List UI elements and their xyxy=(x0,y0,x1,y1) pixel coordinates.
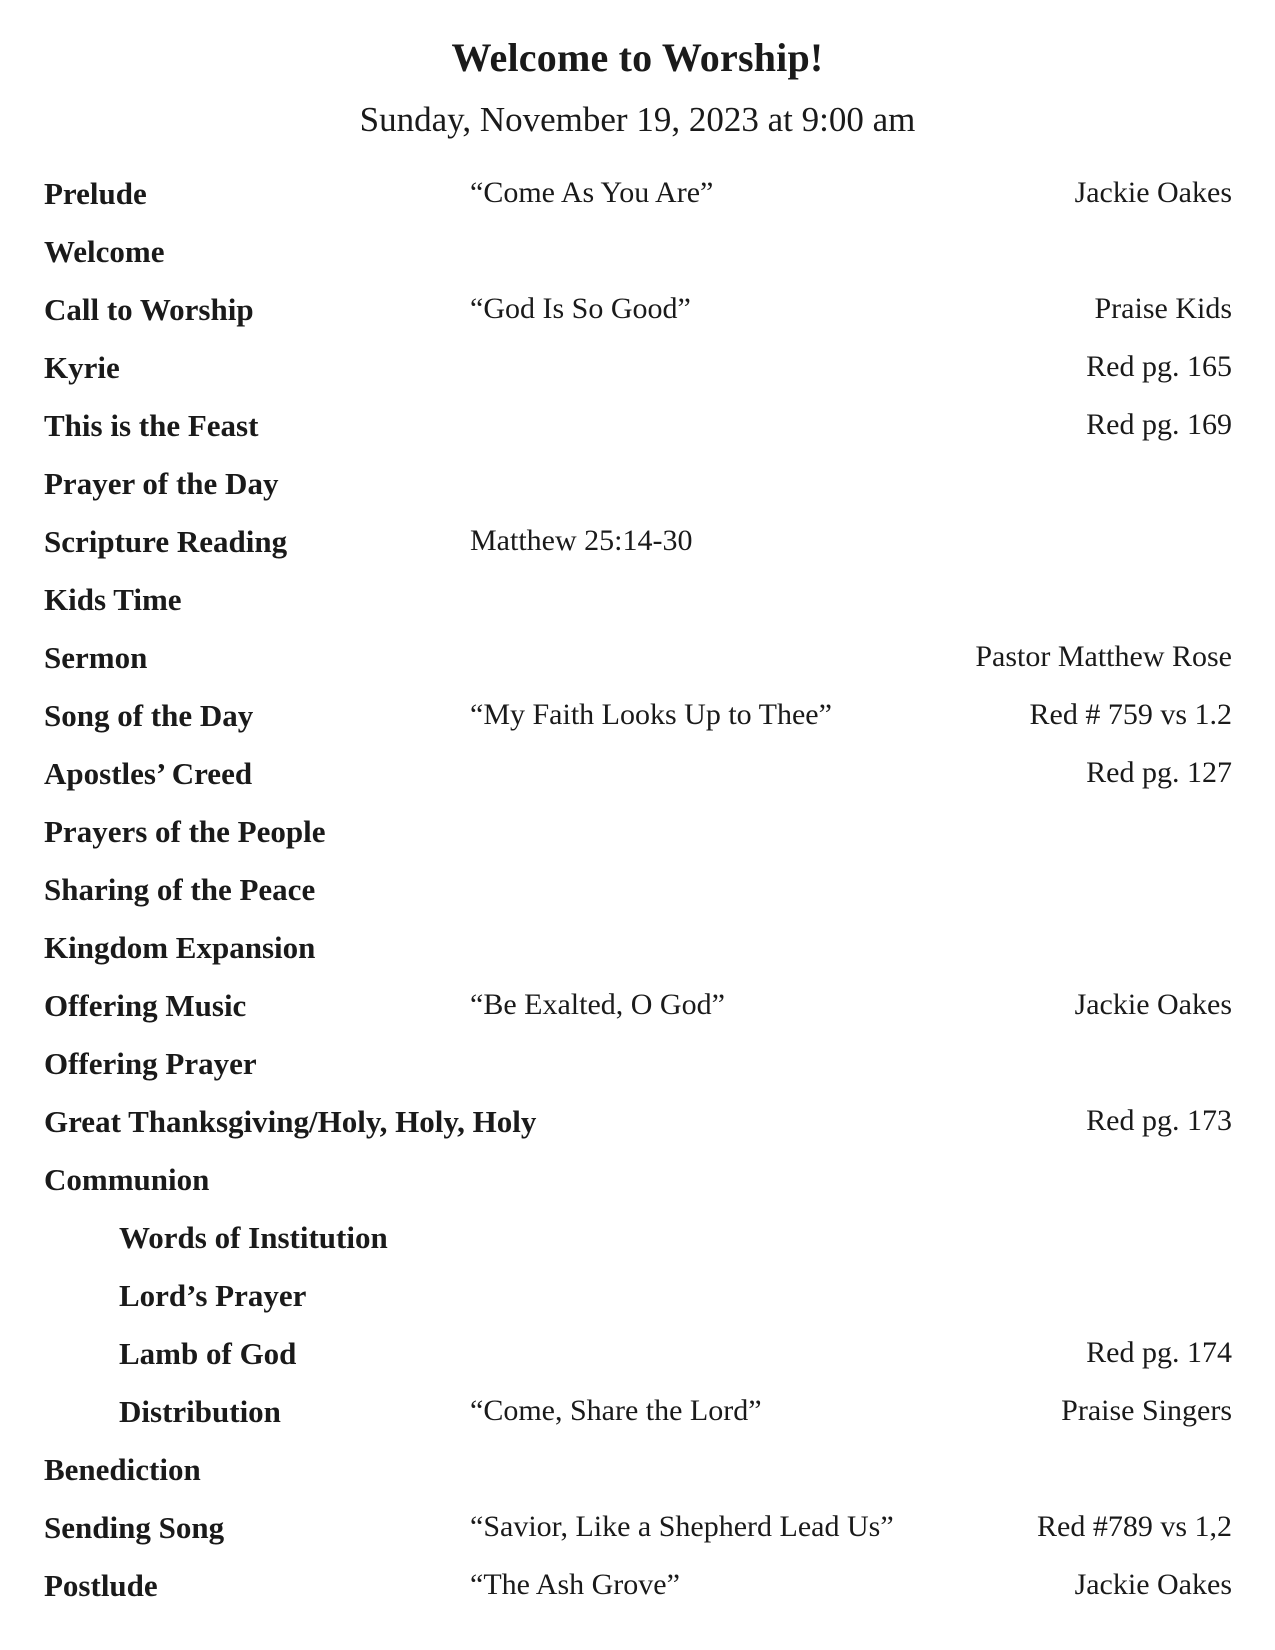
worship-item-title: Matthew 25:14-30 xyxy=(470,524,693,557)
worship-item xyxy=(0,1214,1275,1272)
worship-item-name: Benediction xyxy=(44,1452,201,1487)
worship-item xyxy=(0,576,1275,634)
worship-item-name: Call to Worship xyxy=(44,292,254,327)
worship-item-title: “Savior, Like a Shepherd Lead Us” xyxy=(470,1510,894,1543)
worship-item xyxy=(0,286,1275,344)
worship-item xyxy=(0,402,1275,460)
worship-item-name: Lord’s Prayer xyxy=(119,1278,307,1313)
worship-item-title: “Be Exalted, O God” xyxy=(470,988,725,1021)
worship-item-name: Welcome xyxy=(44,234,165,269)
worship-item xyxy=(0,692,1275,750)
worship-item-name: Sharing of the Peace xyxy=(44,872,316,907)
worship-item-name: Postlude xyxy=(44,1568,158,1603)
worship-item-title: “The Ash Grove” xyxy=(470,1568,680,1601)
worship-item-name: Distribution xyxy=(119,1394,281,1429)
worship-item-name: Kingdom Expansion xyxy=(44,930,316,965)
worship-item xyxy=(0,170,1275,228)
service-date: Sunday, November 19, 2023 at 9:00 am xyxy=(359,100,916,139)
worship-item-name: Sending Song xyxy=(44,1510,225,1545)
worship-item-reference: Jackie Oakes xyxy=(1074,1568,1232,1601)
worship-item-reference: Red pg. 174 xyxy=(1086,1336,1232,1369)
worship-item-reference: Red pg. 173 xyxy=(1086,1104,1232,1137)
worship-item-name: Communion xyxy=(44,1162,210,1197)
worship-item-reference: Jackie Oakes xyxy=(1074,988,1232,1021)
worship-item-reference: Pastor Matthew Rose xyxy=(975,640,1232,673)
worship-item-name: Scripture Reading xyxy=(44,524,288,559)
worship-item-name: Prayer of the Day xyxy=(44,466,279,501)
worship-item xyxy=(0,750,1275,808)
worship-item xyxy=(0,1562,1275,1620)
worship-item-reference: Red pg. 165 xyxy=(1086,350,1232,383)
worship-item-title: “My Faith Looks Up to Thee” xyxy=(470,698,832,731)
order-of-worship-list xyxy=(0,170,1275,1620)
worship-item xyxy=(0,982,1275,1040)
worship-item-name: Lamb of God xyxy=(119,1336,297,1371)
worship-item xyxy=(0,808,1275,866)
worship-item xyxy=(0,1272,1275,1330)
worship-item xyxy=(0,518,1275,576)
worship-item xyxy=(0,1446,1275,1504)
worship-item xyxy=(0,634,1275,692)
worship-item-name: This is the Feast xyxy=(44,408,259,443)
worship-item-reference: Praise Kids xyxy=(1094,292,1232,325)
worship-item-name: Sermon xyxy=(44,640,148,675)
worship-item-name: Offering Prayer xyxy=(44,1046,257,1081)
worship-item-reference: Red # 759 vs 1.2 xyxy=(1029,698,1232,731)
worship-item xyxy=(0,1504,1275,1562)
bulletin-title: Welcome to Worship! xyxy=(451,35,824,80)
worship-item-name: Kyrie xyxy=(44,350,120,385)
worship-item-name: Song of the Day xyxy=(44,698,254,733)
worship-item-name: Prayers of the People xyxy=(44,814,326,849)
worship-item xyxy=(0,1040,1275,1098)
worship-item-name: Kids Time xyxy=(44,582,182,617)
worship-item xyxy=(0,924,1275,982)
worship-item xyxy=(0,344,1275,402)
worship-item-title: “Come As You Are” xyxy=(470,176,714,209)
worship-item xyxy=(0,460,1275,518)
worship-item-name: Offering Music xyxy=(44,988,247,1023)
worship-item-title: “Come, Share the Lord” xyxy=(470,1394,762,1427)
worship-item-reference: Jackie Oakes xyxy=(1074,176,1232,209)
worship-item xyxy=(0,1156,1275,1214)
worship-item-reference: Praise Singers xyxy=(1061,1394,1232,1427)
worship-item xyxy=(0,1388,1275,1446)
worship-item-name: Great Thanksgiving/Holy, Holy, Holy xyxy=(44,1104,537,1139)
worship-item-reference: Red pg. 127 xyxy=(1086,756,1232,789)
worship-item-name: Words of Institution xyxy=(119,1220,388,1255)
worship-item-name: Apostles’ Creed xyxy=(44,756,253,791)
worship-item-title: “God Is So Good” xyxy=(470,292,691,325)
worship-item xyxy=(0,1330,1275,1388)
worship-item-reference: Red #789 vs 1,2 xyxy=(1037,1510,1232,1543)
worship-item xyxy=(0,866,1275,924)
worship-item-name: Prelude xyxy=(44,176,147,211)
worship-item xyxy=(0,228,1275,286)
worship-item-reference: Red pg. 169 xyxy=(1086,408,1232,441)
worship-item xyxy=(0,1098,1275,1156)
